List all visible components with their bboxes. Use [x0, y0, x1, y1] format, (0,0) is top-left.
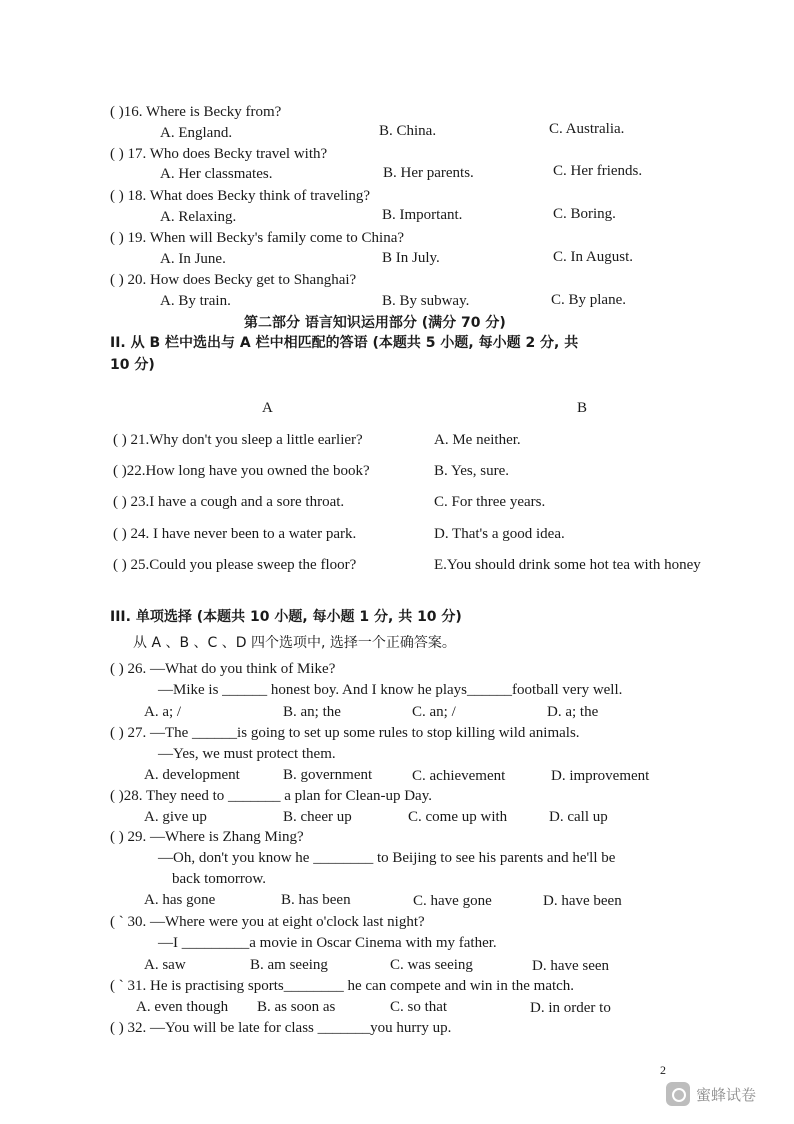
q17-option-b: B. Her parents. — [383, 165, 474, 181]
q26-option-b: B. an; the — [283, 704, 341, 720]
q27-line2: —Yes, we must protect them. — [158, 746, 336, 762]
q31-option-b: B. as soon as — [257, 999, 336, 1015]
q26-option-a: A. a; / — [144, 704, 182, 720]
q19-option-a: A. In June. — [160, 251, 226, 267]
match-row-23-b: C. For three years. — [434, 494, 546, 510]
q20-option-b: B. By subway. — [382, 293, 470, 309]
q29-option-b: B. has been — [281, 892, 351, 908]
section2-heading-line2: 10 分) — [110, 357, 155, 373]
part2-title: 第二部分 语言知识运用部分 (满分 70 分) — [244, 315, 506, 331]
q18-option-a: A. Relaxing. — [160, 209, 237, 225]
q29-line1: ( ) 29. —Where is Zhang Ming? — [110, 829, 304, 845]
q27-option-b: B. government — [283, 767, 373, 783]
match-row-21-b: A. Me neither. — [434, 432, 521, 448]
q29-line2: —Oh, don't you know he ________ to Beijing to see his parents and he'll be — [158, 850, 616, 866]
q30-option-c: C. was seeing — [390, 957, 473, 973]
watermark-text: 蜜蜂试卷 — [696, 1085, 757, 1104]
q16-option-b: B. China. — [379, 123, 437, 139]
match-row-24-a: ( ) 24. I have never been to a water park. — [113, 526, 357, 542]
q28-option-a: A. give up — [144, 809, 207, 825]
q28-option-c: C. come up with — [408, 809, 508, 825]
q30-option-d: D. have seen — [532, 958, 610, 974]
q27-option-a: A. development — [144, 767, 240, 783]
q16-option-a: A. England. — [160, 125, 233, 141]
q20-option-a: A. By train. — [160, 293, 231, 309]
q17-stem: ( ) 17. Who does Becky travel with? — [110, 146, 328, 162]
q30-option-a: A. saw — [144, 957, 186, 973]
q20-option-c: C. By plane. — [551, 292, 626, 308]
q29-option-a: A. has gone — [144, 892, 216, 908]
q26-line2: —Mike is ______ honest boy. And I know he plays______football very well. — [158, 682, 623, 698]
column-a-header: A — [262, 400, 273, 416]
q20-stem: ( ) 20. How does Becky get to Shanghai? — [110, 272, 357, 288]
match-row-25-a: ( ) 25.Could you please sweep the floor? — [113, 557, 357, 573]
q26-option-c: C. an; / — [412, 704, 456, 720]
q26-line1: ( ) 26. —What do you think of Mike? — [110, 661, 336, 677]
q17-option-c: C. Her friends. — [553, 163, 643, 179]
q18-option-c: C. Boring. — [553, 206, 616, 222]
q30-option-b: B. am seeing — [250, 957, 328, 973]
q29-line3: back tomorrow. — [172, 871, 266, 887]
q18-stem: ( ) 18. What does Becky think of traveling? — [110, 188, 371, 204]
section3-heading: III. 单项选择 (本题共 10 小题, 每小题 1 分, 共 10 分) — [110, 609, 462, 625]
q18-option-b: B. Important. — [382, 207, 463, 223]
q31-option-a: A. even though — [136, 999, 229, 1015]
q26-option-d: D. a; the — [547, 704, 599, 720]
q30-line2: —I _________a movie in Oscar Cinema with my father. — [158, 935, 497, 951]
q19-option-c: C. In August. — [553, 249, 634, 265]
q19-option-b: B In July. — [382, 250, 440, 266]
q16-stem: ( )16. Where is Becky from? — [110, 104, 282, 120]
q27-line1: ( ) 27. —The ______is going to set up some rules to stop killing wild animals. — [110, 725, 580, 741]
match-row-21-a: ( ) 21.Why don't you sleep a little earlier? — [113, 432, 363, 448]
q31-option-d: D. in order to — [530, 1000, 611, 1016]
q16-option-c: C. Australia. — [549, 121, 625, 137]
watermark-logo-icon — [666, 1082, 690, 1106]
section3-instruction: 从 A 、B 、C 、D 四个选项中, 选择一个正确答案。 — [133, 635, 456, 651]
match-row-23-a: ( ) 23.I have a cough and a sore throat. — [113, 494, 345, 510]
match-row-24-b: D. That's a good idea. — [434, 526, 565, 542]
q17-option-a: A. Her classmates. — [160, 166, 273, 182]
match-row-22-b: B. Yes, sure. — [434, 463, 510, 479]
q30-line1: ( ` 30. —Where were you at eight o'clock last night? — [110, 914, 425, 930]
match-row-22-a: ( )22.How long have you owned the book? — [113, 463, 370, 479]
q31-line1: ( ` 31. He is practising sports________ he can compete and win in the match. — [110, 978, 575, 994]
q27-option-d: D. improvement — [551, 768, 650, 784]
q27-option-c: C. achievement — [412, 768, 506, 784]
q29-option-c: C. have gone — [413, 893, 492, 909]
page-number: 2 — [660, 1063, 666, 1077]
column-b-header: B — [577, 400, 588, 416]
section2-heading-line1: II. 从 B 栏中选出与 A 栏中相匹配的答语 (本题共 5 小题, 每小题 2 分, 共 — [110, 335, 579, 351]
q28-option-d: D. call up — [549, 809, 608, 825]
q28-line1: ( )28. They need to _______ a plan for Clean-up Day. — [110, 788, 432, 804]
watermark — [666, 1082, 756, 1106]
q29-option-d: D. have been — [543, 893, 622, 909]
q32-line1: ( ) 32. —You will be late for class _______you hurry up. — [110, 1020, 452, 1036]
q28-option-b: B. cheer up — [283, 809, 352, 825]
match-row-25-b: E.You should drink some hot tea with honey — [434, 557, 701, 573]
q19-stem: ( ) 19. When will Becky's family come to China? — [110, 230, 405, 246]
q31-option-c: C. so that — [390, 999, 448, 1015]
